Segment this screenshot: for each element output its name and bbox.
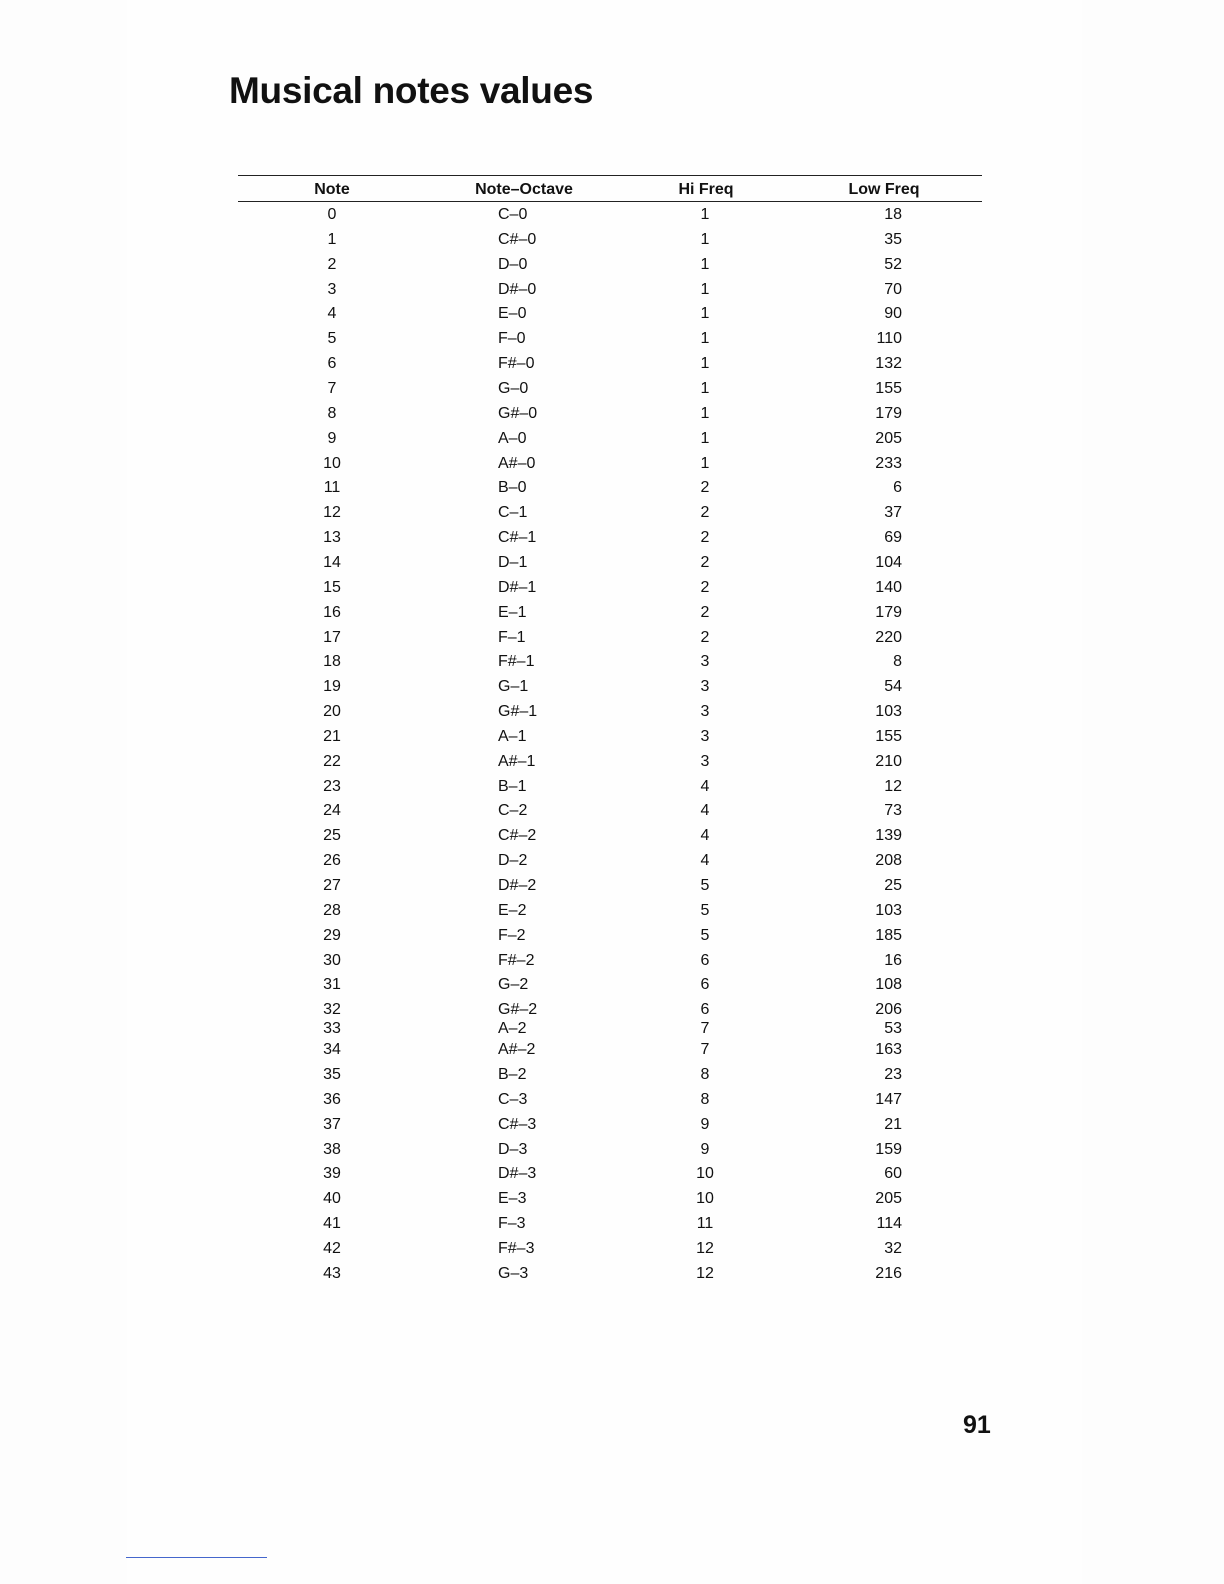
cell-low-freq: 179 (875, 603, 902, 621)
table-row (238, 800, 982, 822)
cell-hi-freq: 6 (700, 951, 710, 969)
cell-note: 23 (323, 777, 341, 795)
cell-note-octave: C#–1 (498, 529, 537, 546)
cell-note-octave: A#–0 (498, 454, 536, 472)
cell-note-octave: C–3 (498, 1090, 528, 1108)
cell-hi-freq: 2 (700, 603, 710, 621)
cell-note-octave: A#–1 (498, 752, 536, 770)
cell-note-octave: F–0 (498, 330, 526, 348)
cell-note-octave: D–1 (498, 553, 528, 571)
cell-note: 33 (323, 1020, 341, 1038)
table-row (238, 1114, 982, 1136)
cell-note-octave: C#–2 (498, 827, 537, 845)
cell-hi-freq: 4 (700, 852, 710, 870)
cell-low-freq: 114 (876, 1215, 902, 1232)
header-hi-freq: Hi Freq (678, 181, 734, 198)
table-row (238, 651, 982, 673)
cell-note-octave: G#–0 (498, 404, 538, 422)
cell-note-octave: C–1 (498, 504, 528, 522)
table-row (238, 254, 982, 276)
cell-note: 24 (323, 802, 341, 820)
cell-note-octave: E–3 (498, 1190, 527, 1208)
table-row (238, 1188, 982, 1210)
table-row (238, 229, 982, 251)
cell-low-freq: 73 (884, 802, 902, 820)
cell-note-octave: G–1 (498, 678, 529, 696)
cell-low-freq: 140 (875, 578, 902, 596)
table-row (238, 1018, 982, 1040)
cell-hi-freq: 4 (700, 777, 710, 795)
table-row (238, 602, 982, 624)
cell-hi-freq: 10 (696, 1190, 714, 1208)
table-row (238, 825, 982, 847)
cell-note-octave: D–2 (498, 852, 528, 870)
cell-low-freq: 163 (875, 1041, 902, 1059)
cell-low-freq: 6 (893, 479, 902, 497)
cell-low-freq: 159 (875, 1140, 902, 1158)
cell-hi-freq: 1 (700, 380, 710, 397)
cell-note-octave: F#–2 (498, 951, 535, 969)
cell-note: 10 (323, 454, 341, 472)
cell-note: 12 (323, 504, 341, 522)
cell-note-octave: G–2 (498, 976, 529, 994)
cell-low-freq: 185 (875, 926, 902, 944)
cell-note: 16 (323, 603, 341, 621)
table-row (238, 1089, 982, 1111)
cell-note: 4 (327, 305, 337, 323)
cell-note: 30 (323, 951, 341, 969)
table-row (238, 577, 982, 599)
cell-low-freq: 37 (884, 504, 902, 522)
cell-low-freq: 208 (875, 852, 902, 870)
cell-note: 26 (323, 852, 341, 870)
cell-hi-freq: 4 (700, 827, 710, 845)
table-row (238, 552, 982, 574)
cell-hi-freq: 3 (700, 703, 710, 720)
table-row (238, 676, 982, 698)
cell-note: 36 (323, 1090, 341, 1108)
cell-low-freq: 155 (875, 727, 902, 745)
cell-hi-freq: 5 (700, 877, 710, 894)
cell-hi-freq: 3 (700, 752, 710, 770)
cell-note: 25 (323, 827, 341, 845)
table-row (238, 900, 982, 922)
cell-hi-freq: 1 (700, 255, 710, 273)
cell-low-freq: 54 (884, 678, 902, 696)
cell-note: 28 (323, 901, 341, 919)
cell-hi-freq: 8 (700, 1065, 710, 1083)
cell-low-freq: 206 (875, 1001, 902, 1019)
table-row (238, 925, 982, 947)
cell-note-octave: F#–0 (498, 355, 535, 373)
cell-hi-freq: 2 (700, 529, 710, 546)
cell-note: 11 (323, 479, 341, 497)
cell-low-freq: 103 (875, 703, 902, 720)
cell-low-freq: 233 (875, 454, 902, 472)
cell-hi-freq: 2 (700, 628, 710, 646)
cell-hi-freq: 3 (700, 653, 710, 671)
cell-note: 40 (323, 1190, 341, 1208)
cell-hi-freq: 9 (700, 1115, 710, 1133)
table-row (238, 974, 982, 996)
cell-hi-freq: 8 (700, 1090, 710, 1108)
cell-note: 9 (327, 429, 337, 447)
table-row (238, 1039, 982, 1061)
table-row (238, 279, 982, 301)
cell-note-octave: B–0 (498, 479, 527, 497)
cell-note-octave: F–3 (498, 1215, 526, 1232)
cell-hi-freq: 1 (700, 330, 710, 348)
cell-note: 13 (323, 529, 341, 546)
cell-low-freq: 205 (875, 1190, 902, 1208)
page-number: 91 (963, 1411, 991, 1439)
table-row (238, 527, 982, 549)
cell-note: 27 (323, 877, 341, 894)
table-row (238, 403, 982, 425)
cell-note: 8 (327, 404, 337, 422)
cell-note: 35 (323, 1065, 341, 1083)
table-row (238, 1263, 982, 1285)
header-low-freq: Low Freq (848, 181, 920, 198)
cell-low-freq: 103 (875, 901, 902, 919)
table-row (238, 378, 982, 400)
cell-low-freq: 53 (884, 1020, 902, 1038)
cell-note-octave: E–1 (498, 603, 527, 621)
cell-note-octave: C#–0 (498, 230, 537, 248)
cell-note-octave: F–1 (498, 628, 526, 646)
cell-hi-freq: 9 (700, 1140, 710, 1158)
table-row (238, 875, 982, 897)
cell-hi-freq: 1 (700, 355, 710, 373)
table-header-rule (238, 201, 982, 202)
cell-note: 32 (323, 1001, 341, 1019)
cell-hi-freq: 2 (700, 504, 710, 522)
table-row (238, 502, 982, 524)
cell-low-freq: 8 (893, 653, 902, 671)
cell-note-octave: D#–1 (498, 578, 537, 596)
table-row (238, 950, 982, 972)
cell-note-octave: C–2 (498, 802, 528, 820)
table-row (238, 1163, 982, 1185)
cell-note-octave: D#–3 (498, 1165, 537, 1183)
cell-note-octave: A#–2 (498, 1041, 536, 1059)
cell-low-freq: 139 (875, 827, 902, 845)
cell-note-octave: D–3 (498, 1140, 528, 1158)
cell-hi-freq: 6 (700, 1001, 710, 1019)
cell-hi-freq: 1 (700, 429, 710, 447)
cell-note-octave: E–0 (498, 305, 527, 323)
cell-hi-freq: 1 (700, 230, 710, 248)
table-row (238, 1139, 982, 1161)
footer-divider (126, 1557, 267, 1558)
cell-note: 2 (327, 255, 337, 273)
cell-hi-freq: 7 (700, 1041, 710, 1059)
cell-note-octave: C#–3 (498, 1115, 537, 1133)
cell-note: 18 (323, 653, 341, 671)
cell-note-octave: G–3 (498, 1264, 529, 1282)
cell-low-freq: 132 (875, 355, 902, 373)
cell-low-freq: 52 (884, 255, 902, 273)
cell-note: 7 (327, 380, 337, 397)
cell-hi-freq: 2 (700, 479, 710, 497)
cell-hi-freq: 2 (700, 553, 710, 571)
cell-hi-freq: 11 (696, 1215, 714, 1232)
table-row (238, 1064, 982, 1086)
cell-note: 39 (323, 1165, 341, 1183)
cell-note: 42 (323, 1239, 341, 1257)
table-row (238, 453, 982, 475)
cell-note: 29 (323, 926, 341, 944)
cell-low-freq: 104 (875, 553, 902, 571)
cell-hi-freq: 1 (700, 404, 710, 422)
cell-low-freq: 155 (875, 380, 902, 397)
cell-note-octave: D#–0 (498, 280, 537, 298)
table-row (238, 850, 982, 872)
cell-hi-freq: 1 (700, 280, 710, 298)
cell-low-freq: 21 (884, 1115, 902, 1133)
cell-low-freq: 110 (876, 330, 902, 348)
cell-note: 31 (323, 976, 341, 994)
cell-note: 19 (323, 678, 341, 696)
cell-note-octave: B–1 (498, 777, 527, 795)
table-row (238, 428, 982, 450)
cell-low-freq: 60 (884, 1165, 902, 1183)
cell-low-freq: 210 (875, 752, 902, 770)
cell-note-octave: A–2 (498, 1020, 527, 1038)
cell-low-freq: 35 (884, 230, 902, 248)
cell-hi-freq: 12 (696, 1264, 714, 1282)
header-note-octave: Note–Octave (475, 181, 573, 198)
cell-note-octave: C–0 (498, 206, 528, 223)
cell-hi-freq: 12 (696, 1239, 714, 1257)
cell-low-freq: 216 (875, 1264, 902, 1282)
cell-note: 20 (323, 703, 341, 720)
cell-note-octave: F#–3 (498, 1239, 535, 1257)
cell-hi-freq: 2 (700, 578, 710, 596)
table-row (238, 353, 982, 375)
cell-note: 22 (323, 752, 341, 770)
cell-note: 15 (323, 578, 341, 596)
cell-note-octave: A–1 (498, 727, 527, 745)
cell-hi-freq: 6 (700, 976, 710, 994)
cell-hi-freq: 3 (700, 678, 710, 696)
table-header (238, 179, 982, 201)
cell-note: 38 (323, 1140, 341, 1158)
cell-hi-freq: 1 (700, 305, 710, 323)
cell-hi-freq: 1 (700, 206, 710, 223)
cell-low-freq: 16 (884, 951, 902, 969)
cell-note: 17 (323, 628, 341, 646)
table-row (238, 477, 982, 499)
cell-note: 37 (323, 1115, 341, 1133)
cell-note: 0 (327, 206, 337, 223)
cell-low-freq: 23 (884, 1065, 902, 1083)
cell-note-octave: F#–1 (498, 653, 535, 671)
table-row (238, 726, 982, 748)
cell-note: 14 (323, 553, 341, 571)
cell-low-freq: 179 (875, 404, 902, 422)
cell-low-freq: 25 (884, 877, 902, 894)
cell-note: 21 (323, 727, 341, 745)
table-row (238, 328, 982, 350)
cell-note-octave: E–2 (498, 901, 527, 919)
table-row (238, 303, 982, 325)
cell-hi-freq: 5 (700, 901, 710, 919)
cell-low-freq: 205 (875, 429, 902, 447)
cell-hi-freq: 7 (700, 1020, 710, 1038)
cell-hi-freq: 3 (700, 727, 710, 745)
cell-hi-freq: 5 (700, 926, 710, 944)
cell-note-octave: A–0 (498, 429, 527, 447)
cell-note: 1 (327, 230, 337, 248)
table-row (238, 751, 982, 773)
cell-note: 43 (323, 1264, 341, 1282)
cell-note-octave: F–2 (498, 926, 526, 944)
cell-hi-freq: 4 (700, 802, 710, 820)
cell-note-octave: G#–1 (498, 703, 538, 720)
cell-note-octave: D–0 (498, 255, 528, 273)
cell-low-freq: 12 (884, 777, 902, 795)
cell-hi-freq: 10 (696, 1165, 714, 1183)
table-row (238, 627, 982, 649)
cell-note: 3 (327, 280, 337, 298)
cell-note: 34 (323, 1041, 341, 1059)
table-row (238, 1213, 982, 1235)
cell-note: 6 (327, 355, 337, 373)
cell-note: 5 (327, 330, 337, 348)
cell-low-freq: 90 (884, 305, 902, 323)
table-row (238, 701, 982, 723)
cell-hi-freq: 1 (700, 454, 710, 472)
cell-low-freq: 220 (875, 628, 902, 646)
table-row (238, 1238, 982, 1260)
cell-note-octave: B–2 (498, 1065, 527, 1083)
cell-note-octave: D#–2 (498, 877, 537, 894)
cell-low-freq: 108 (875, 976, 902, 994)
cell-note-octave: G–0 (498, 380, 529, 397)
cell-low-freq: 18 (884, 206, 902, 223)
table-top-rule (238, 175, 982, 176)
cell-note: 41 (323, 1215, 341, 1232)
table-row (238, 776, 982, 798)
cell-note-octave: G#–2 (498, 1001, 538, 1019)
cell-low-freq: 69 (884, 529, 902, 546)
cell-low-freq: 32 (884, 1239, 902, 1257)
table-row (238, 204, 982, 226)
cell-low-freq: 70 (884, 280, 902, 298)
cell-low-freq: 147 (875, 1090, 902, 1108)
header-note: Note (314, 181, 350, 198)
page-title: Musical notes values (229, 70, 594, 111)
